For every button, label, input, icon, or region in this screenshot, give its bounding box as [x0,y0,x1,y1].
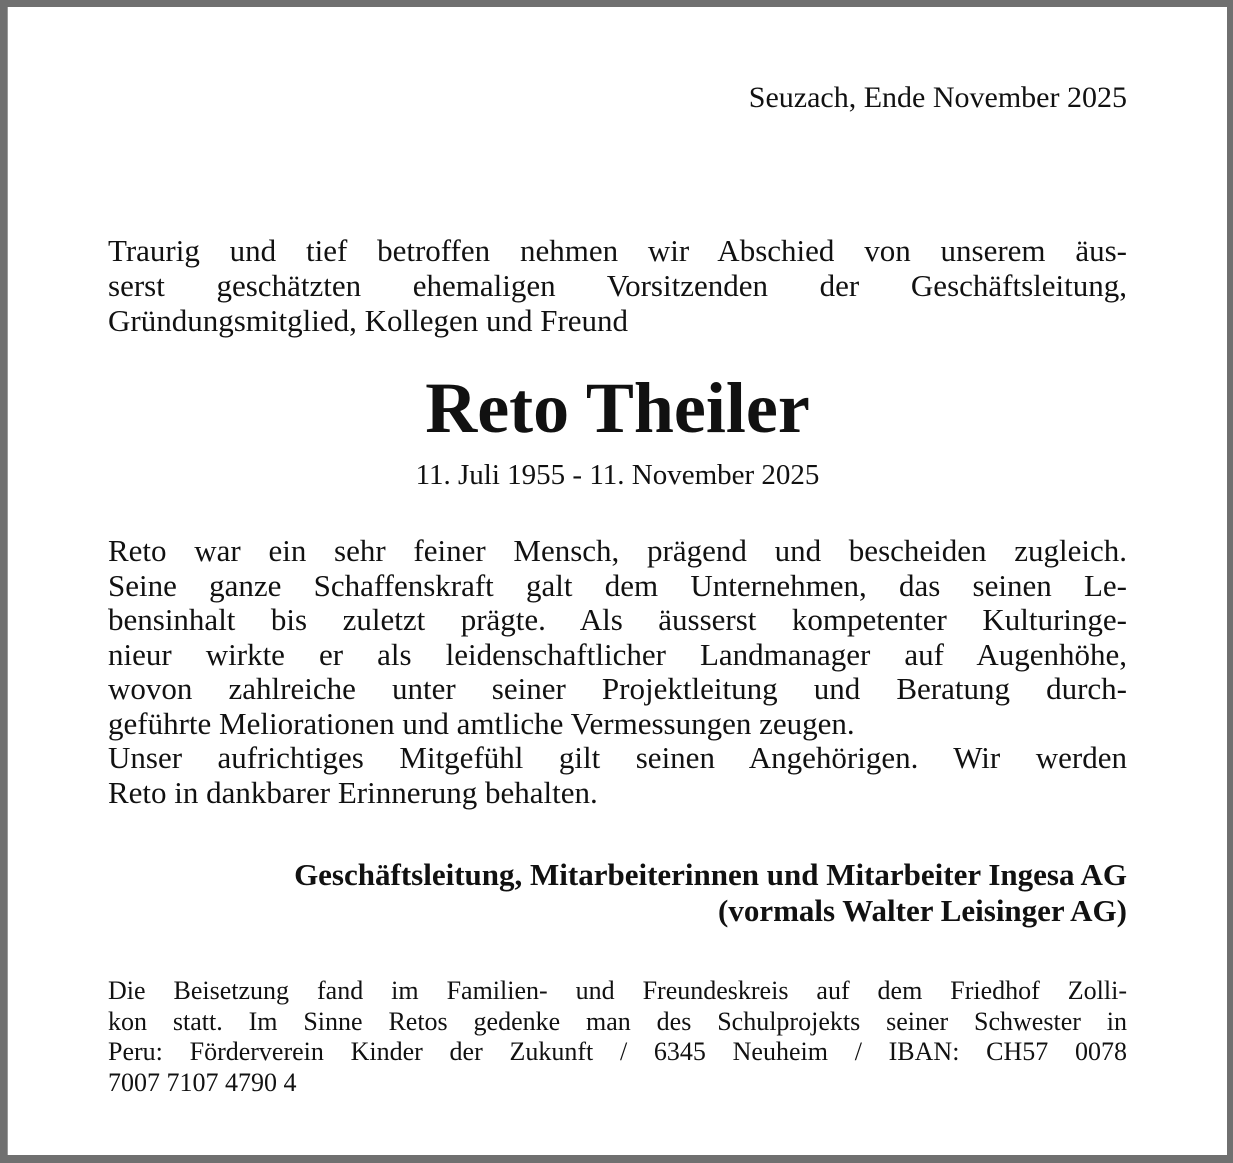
tribute-line: geführte Meliorationen und amtliche Vermessungen zeugen. [108,705,855,741]
deceased-name: Reto Theiler [425,368,810,448]
tribute-line: Reto war ein sehr feiner Mensch, prägend und bescheiden zugleich. [108,533,1127,568]
intro-line: Traurig und tief betroffen nehmen wir Abschied von unserem äus- [108,233,1127,268]
obituary-page [7,7,1227,1155]
intro-paragraph [108,233,1127,338]
tribute-paragraph [108,534,1127,810]
intro-line: serst geschätzten ehemaligen Vorsitzenden der Geschäftsleitung, [108,268,1127,303]
tribute-line: Unser aufrichtiges Mitgefühl gilt seinen Angehörigen. Wir werden [108,740,1127,775]
tribute-line: Reto in dankbarer Erinnerung behalten. [108,774,598,810]
life-dates: 11. Juli 1955 - 11. November 2025 [415,459,820,491]
tribute-line: nieur wirkte er als leidenschaftlicher Landmanager auf Augenhöhe, [108,636,1127,672]
place-date: Seuzach, Ende November 2025 [748,81,1127,114]
funeral-note-line: kon statt. Im Sinne Retos gedenke man des Schulprojekts seiner Schwester in [108,1006,1127,1036]
funeral-note-line: 7007 7107 4790 4 [108,1068,297,1098]
funeral-note-line: Peru: Förderverein Kinder der Zukunft / 6345 Neuheim / IBAN: CH57 0078 [108,1037,1127,1067]
tribute-line: Seine ganze Schaffenskraft galt dem Unternehmen, das seinen Le- [108,567,1127,603]
intro-line: Gründungsmitglied, Kollegen und Freund [108,303,629,338]
tribute-line: wovon zahlreiche unter seiner Projektleitung und Beratung durch- [108,671,1127,706]
funeral-note [108,976,1127,1099]
funeral-note-line: Die Beisetzung fand im Familien- und Freundeskreis auf dem Friedhof Zolli- [108,976,1127,1005]
signature-line: (vormals Walter Leisinger AG) [718,893,1127,928]
tribute-line: bensinhalt bis zuletzt prägte. Als äusserst kompetenter Kulturinge- [108,602,1127,637]
signature [108,857,1127,929]
signature-line: Geschäftsleitung, Mitarbeiterinnen und Mitarbeiter Ingesa AG [294,857,1127,892]
